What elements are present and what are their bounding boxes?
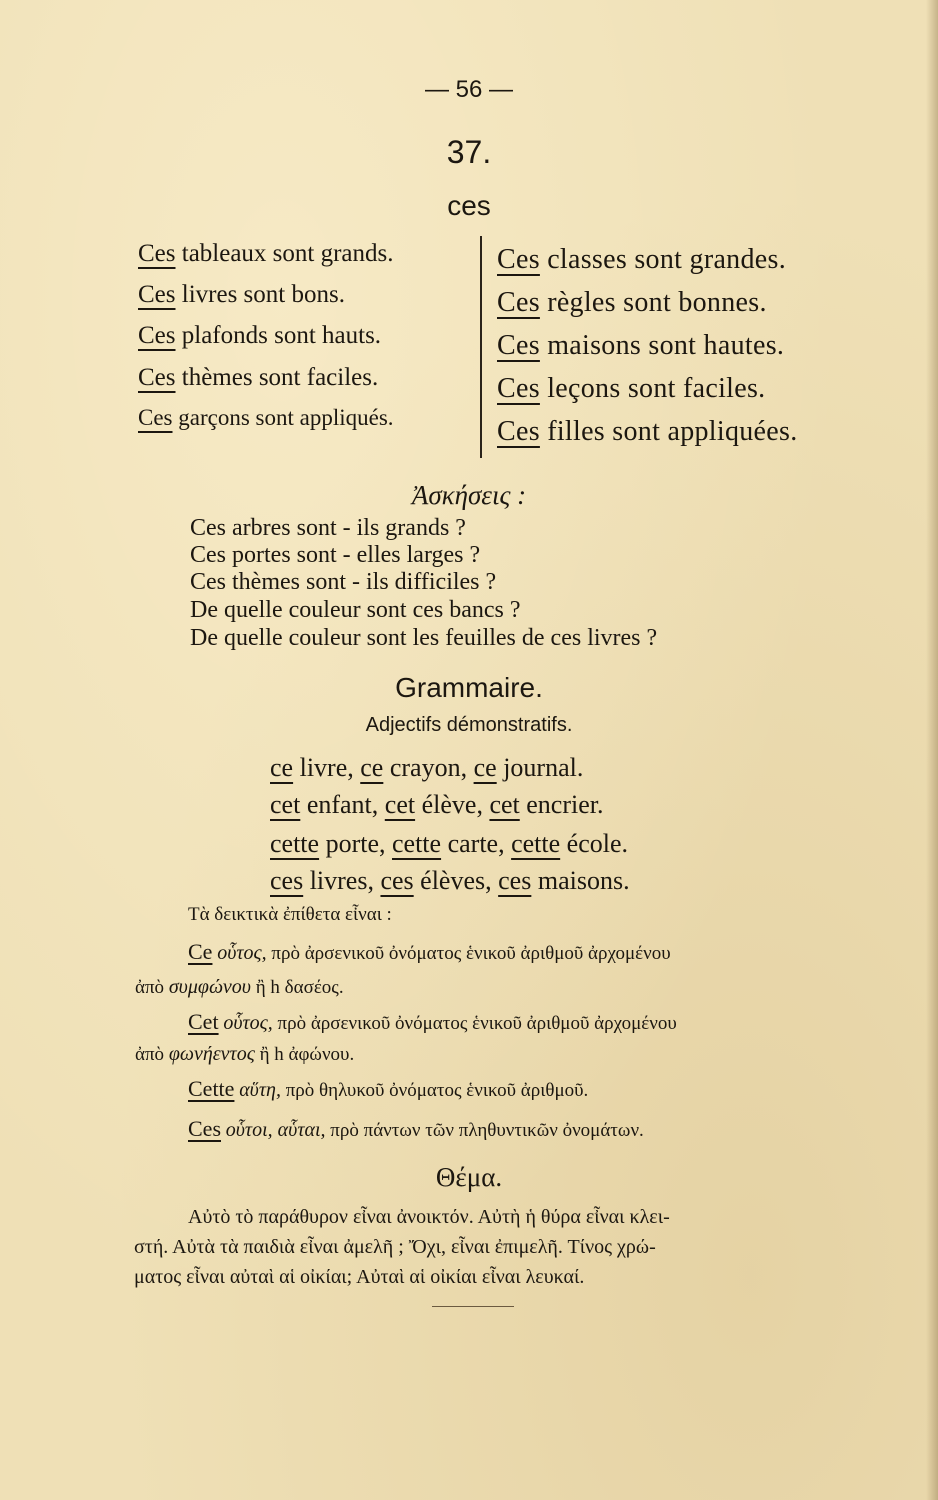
grammar-subheading: Adjectifs démonstratifs. bbox=[365, 714, 573, 736]
demonstrative-word: Cette bbox=[188, 1076, 235, 1101]
demonstrative-word: cette bbox=[511, 829, 561, 858]
right-sentence: Ces règles sont bonnes. bbox=[497, 287, 767, 318]
rule-cette: Cette αὕτη, πρὸ θηλυκοῦ ὀνόματος ἑνικοῦ ἀριθμοῦ. bbox=[188, 1076, 589, 1101]
demonstrative-word: Ces bbox=[497, 287, 540, 318]
exercise-question: Ces portes sont - elles larges ? bbox=[190, 542, 481, 568]
demonstrative-word: ces bbox=[380, 866, 414, 895]
demonstrative-word: Ces bbox=[188, 1116, 221, 1141]
theme-line: ματος εἶναι αὐταὶ αἱ οἰκίαι; Αὐταὶ αἱ οἰκίαι εἶναι λευκαί. bbox=[134, 1266, 585, 1288]
exercise-question: Ces arbres sont - ils grands ? bbox=[190, 515, 466, 541]
grammar-row: ces livres, ces élèves, ces maisons. bbox=[270, 866, 630, 895]
right-sentence: Ces leçons sont faciles. bbox=[497, 373, 766, 404]
column-divider bbox=[480, 236, 482, 458]
demonstrative-word: cet bbox=[270, 790, 301, 819]
demonstrative-word: cette bbox=[270, 829, 320, 858]
demonstrative-word: ce bbox=[270, 753, 294, 782]
lesson-word: ces bbox=[447, 190, 491, 221]
demonstrative-word: ces bbox=[498, 866, 532, 895]
demonstrative-word: Ces bbox=[497, 373, 540, 404]
rule-cet-continued: ἀπὸ φωνήεντος ἢ h ἀφώνου. bbox=[135, 1043, 355, 1065]
right-sentence: Ces filles sont appliquées. bbox=[497, 416, 798, 447]
page-edge-shadow bbox=[926, 0, 938, 1500]
right-sentence: Ces maisons sont hautes. bbox=[497, 330, 785, 361]
exercise-question: Ces thèmes sont - ils difficiles ? bbox=[190, 569, 497, 595]
demonstrative-word: Ce bbox=[188, 939, 213, 964]
theme-heading: Θέμα. bbox=[435, 1162, 503, 1192]
demonstrative-word: Ces bbox=[497, 330, 540, 361]
theme-line: στή. Αὐτὰ τὰ παιδιὰ εἶναι ἀμελῆ ; Ὄχι, εἶναι ἐπιμελῆ. Τίνος χρώ- bbox=[134, 1236, 656, 1258]
grammar-heading: Grammaire. bbox=[395, 672, 543, 703]
demonstrative-word: Ces bbox=[138, 364, 176, 391]
lesson-number: 37. bbox=[446, 134, 492, 170]
rules-intro: Τὰ δεικτικὰ ἐπίθετα εἶναι : bbox=[188, 904, 392, 925]
exercises-heading: Ἀσκήσεις : bbox=[411, 480, 527, 510]
left-sentence: Ces livres sont bons. bbox=[138, 281, 345, 308]
demonstrative-word: Ces bbox=[138, 405, 173, 430]
closing-rule bbox=[432, 1306, 514, 1307]
demonstrative-word: Cet bbox=[188, 1009, 219, 1034]
left-sentence: Ces garçons sont appliqués. bbox=[138, 405, 394, 430]
demonstrative-word: ces bbox=[270, 866, 304, 895]
grammar-row: cet enfant, cet élève, cet encrier. bbox=[270, 790, 604, 819]
demonstrative-word: ce bbox=[360, 753, 384, 782]
page-number: — 56 — bbox=[424, 76, 514, 103]
right-sentence: Ces classes sont grandes. bbox=[497, 244, 787, 275]
demonstrative-word: cet bbox=[384, 790, 416, 819]
demonstrative-word: Ces bbox=[138, 281, 176, 308]
rule-ces: Ces οὗτοι, αὗται, πρὸ πάντων τῶν πληθυντικῶν ὀνομάτων. bbox=[188, 1116, 644, 1141]
grammar-row: cette porte, cette carte, cette école. bbox=[270, 829, 629, 858]
demonstrative-word: Ces bbox=[138, 322, 176, 349]
theme-line: Αὐτὸ τὸ παράθυρον εἶναι ἀνοικτόν. Αὐτὴ ἡ θύρα εἶναι κλει- bbox=[188, 1206, 670, 1228]
demonstrative-word: cette bbox=[392, 829, 442, 858]
grammar-row: ce livre, ce crayon, ce journal. bbox=[270, 753, 584, 782]
rule-ce: Ce οὗτος, πρὸ ἀρσενικοῦ ὀνόματος ἑνικοῦ ἀριθμοῦ ἀρχομένου bbox=[188, 939, 671, 964]
demonstrative-word: ce bbox=[473, 753, 497, 782]
exercise-question: De quelle couleur sont ces bancs ? bbox=[190, 597, 521, 623]
left-sentence: Ces plafonds sont hauts. bbox=[138, 322, 382, 349]
demonstrative-word: cet bbox=[489, 790, 520, 819]
demonstrative-word: Ces bbox=[497, 416, 540, 447]
demonstrative-word: Ces bbox=[138, 240, 176, 267]
left-sentence: Ces thèmes sont faciles. bbox=[138, 364, 379, 391]
exercise-question: De quelle couleur sont les feuilles de ces livres ? bbox=[190, 625, 658, 651]
left-sentence: Ces tableaux sont grands. bbox=[138, 240, 394, 267]
rule-ce-continued: ἀπὸ συμφώνου ἢ h δασέος. bbox=[135, 976, 344, 998]
demonstrative-word: Ces bbox=[497, 244, 540, 275]
rule-cet: Cet οὗτος, πρὸ ἀρσενικοῦ ὀνόματος ἑνικοῦ ἀριθμοῦ ἀρχομένου bbox=[188, 1009, 677, 1034]
